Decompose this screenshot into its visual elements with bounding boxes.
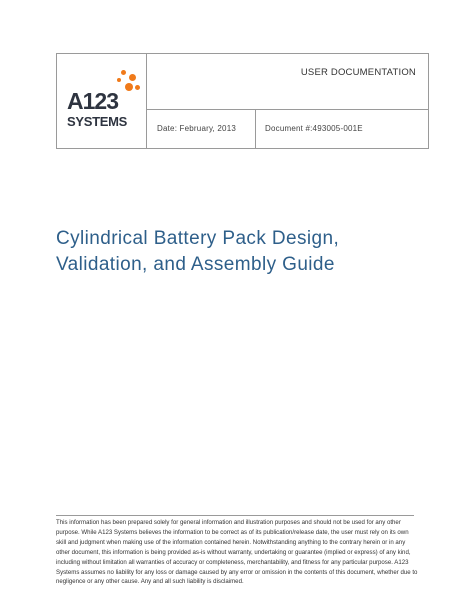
logo-dot: [125, 83, 133, 91]
disclaimer-text: This information has been prepared solely for general information and illustration purposes and should not be used for any other purpose. While A123 Systems believes the information to be correct as of its publication/release date, the user must rely on its own skill and judgment when making use of the information contained herein. Notwithstanding anything to the contrary herein or in any other document, this information is being provided as-is without warranty, undertaking or guarantee (implied or express) of any kind, including without limitation all warranties of accuracy or completeness, merchantability, and fitness for any particular purpose. A123 Systems assumes no liability for any loss or damage caused by any error or omission in the contents of this document, whether due to negligence or any other cause. Any and all such liability is disclaimed.: [56, 519, 418, 586]
document-number-label: Document #:493005-001E: [265, 124, 363, 133]
header-divider-vertical: [146, 54, 147, 148]
logo-dot: [135, 85, 140, 90]
company-logo: [63, 66, 143, 136]
header-divider-horizontal: [146, 109, 428, 110]
logo-text-sub: SYSTEMS: [67, 114, 128, 129]
header-divider-cell: [255, 109, 256, 148]
document-type-label: USER DOCUMENTATION: [300, 67, 416, 78]
document-title: [56, 226, 436, 278]
disclaimer-divider: [56, 515, 414, 516]
logo-dot: [121, 70, 126, 75]
logo-text-main: A123: [67, 88, 118, 114]
date-label: Date: February, 2013: [157, 124, 237, 133]
logo-dot: [117, 78, 121, 82]
document-title-line-2: Validation, and Assembly Guide: [56, 254, 335, 275]
header-table: [56, 53, 429, 149]
document-title-line-1: Cylindrical Battery Pack Design,: [56, 228, 340, 249]
logo-dot: [129, 74, 136, 81]
